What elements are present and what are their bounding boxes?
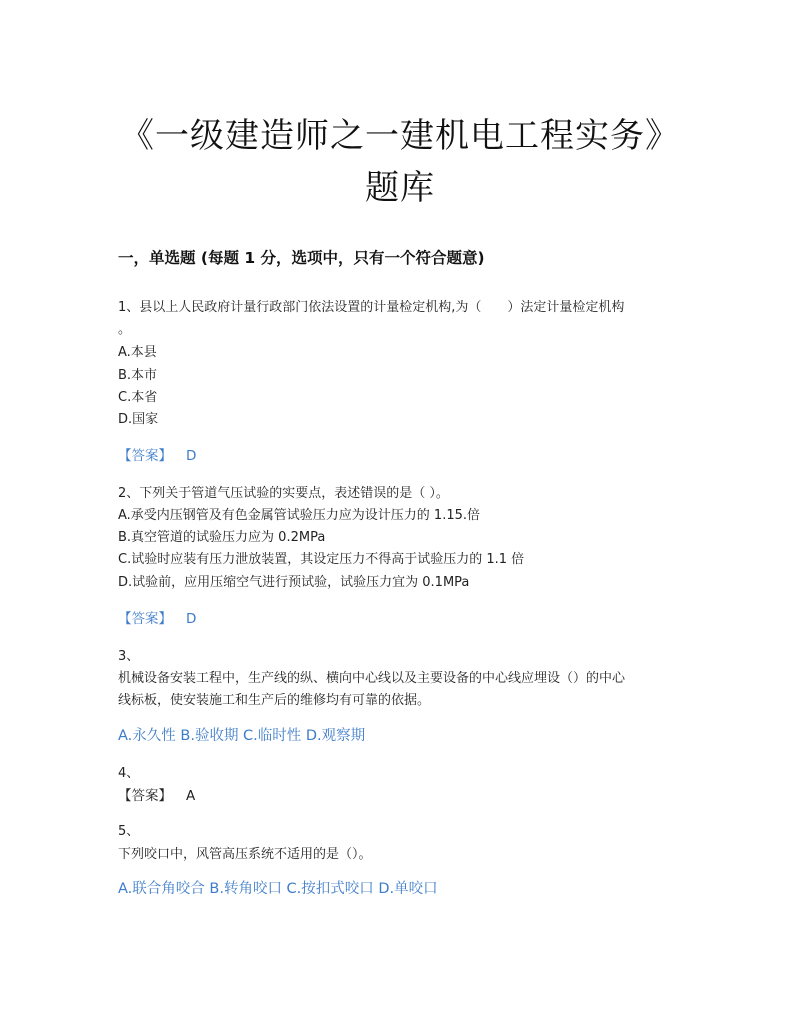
- answer-tag: 【答案】: [118, 788, 172, 804]
- document-title-line2: 题库: [365, 168, 435, 208]
- q1-stem-line2: 。: [118, 322, 132, 337]
- q3-stem-line2: 线标板，使安装施工和生产后的维修均有可靠的依据。: [118, 693, 431, 708]
- q2-option-b: B.真空管道的试验压力应为 0.2MPa: [118, 530, 326, 545]
- q4-number: 4、: [118, 766, 140, 781]
- section-heading: 一，单选题 (每题 1 分，选项中，只有一个符合题意): [118, 249, 485, 267]
- q5-stem: 下列咬口中，风管高压系统不适用的是（）。: [118, 847, 372, 862]
- q2-answer: [118, 607, 196, 627]
- q5-number: 5、: [118, 824, 140, 839]
- q1-option-d: D.国家: [118, 412, 159, 427]
- q1-answer: [118, 444, 196, 464]
- q1-option-b: B.本市: [118, 368, 158, 383]
- q5-options: A.联合角咬合 B.转角咬口 C.按扣式咬口 D.单咬口: [118, 881, 438, 897]
- q3-options: A.永久性 B.验收期 C.临时性 D.观察期: [118, 728, 366, 744]
- q4-answer: [118, 784, 195, 804]
- q2-option-c: C.试验时应装有压力泄放装置，其设定压力不得高于试验压力的 1.1 倍: [118, 552, 525, 567]
- answer-value: D: [186, 448, 197, 464]
- document-title-line1: 《一级建造师之一建机电工程实务》: [120, 116, 680, 156]
- answer-tag: 【答案】: [118, 448, 172, 464]
- q1-option-a: A.本县: [118, 345, 157, 360]
- answer-tag: 【答案】: [118, 611, 172, 627]
- answer-value: D: [186, 611, 197, 627]
- q1-stem-line1: 1、县以上人民政府计量行政部门依法设置的计量检定机构,为（ ）法定计量检定机构: [118, 300, 625, 315]
- q1-option-c: C.本省: [118, 390, 158, 405]
- answer-value: A: [186, 788, 196, 804]
- q3-number: 3、: [118, 649, 140, 664]
- q2-option-a: A.承受内压钢管及有色金属管试验压力应为设计压力的 1.15.倍: [118, 508, 481, 523]
- q2-stem: 2、下列关于管道气压试验的实要点，表述错误的是（ ）。: [118, 486, 449, 501]
- q3-stem-line1: 机械设备安装工程中，生产线的纵、横向中心线以及主要设备的中心线应埋设（）的中心: [118, 671, 626, 686]
- q2-option-d: D.试验前，应用压缩空气进行预试验，试验压力宜为 0.1MPa: [118, 575, 470, 590]
